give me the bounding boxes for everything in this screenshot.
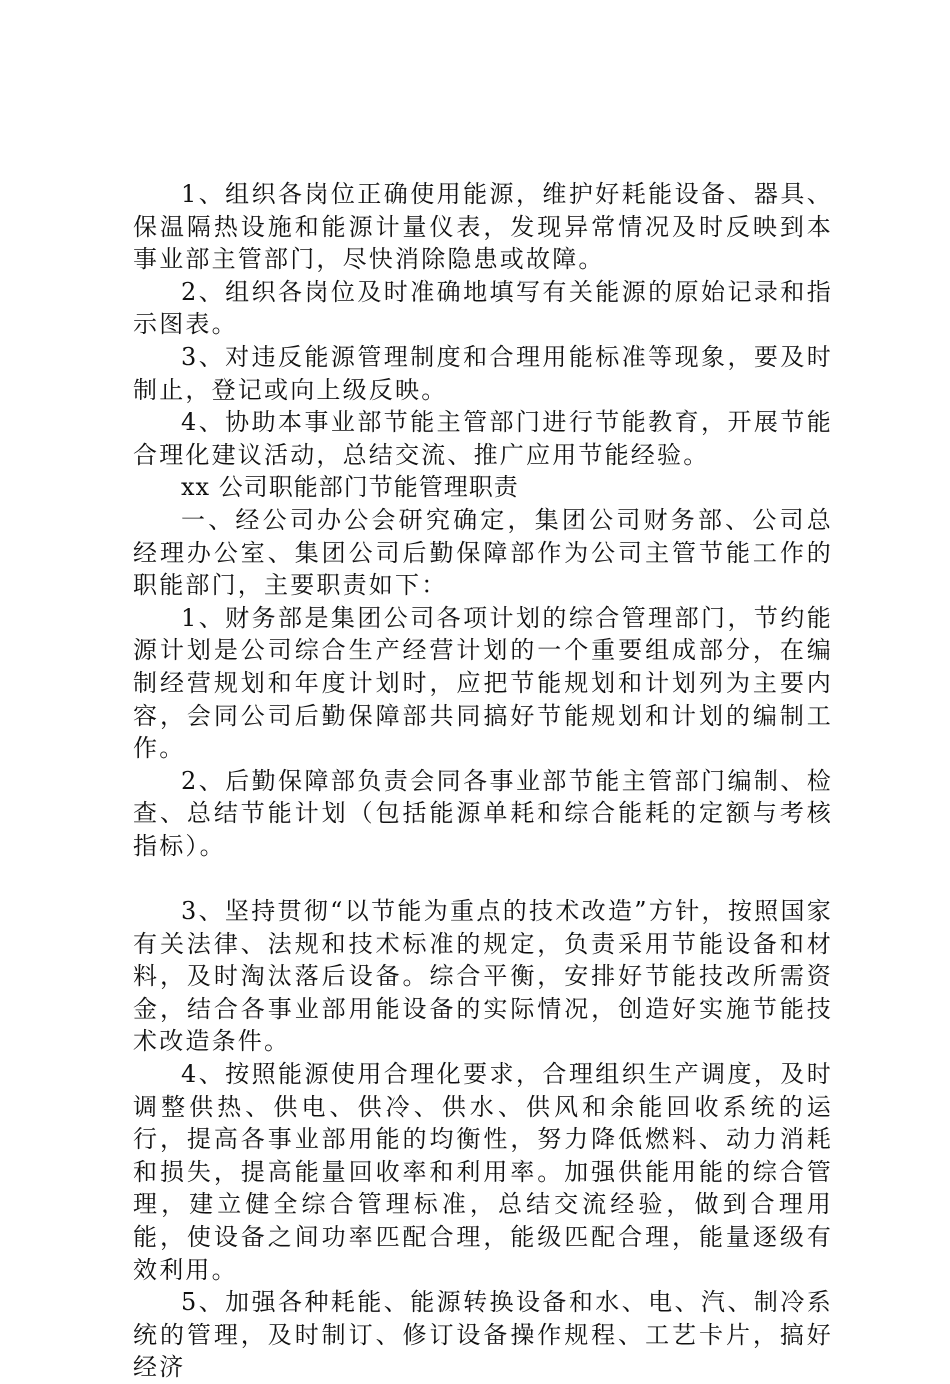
paragraph-6: 1、财务部是集团公司各项计划的综合管理部门，节约能源计划是公司综合生产经营计划的一个重要组成部分，在编制经营规划和年度计划时，应把节能规划和计划列为主要内容，会同公司后勤保障部共同搞好节能规划和计划的编制工作。: [133, 603, 833, 763]
paragraph-2: 2、组织各岗位及时准确地填写有关能源的原始记录和指示图表。: [133, 277, 833, 339]
paragraph-3: 3、对违反能源管理制度和合理用能标准等现象，要及时制止，登记或向上级反映。: [133, 342, 833, 404]
paragraph-10: 5、加强各种耗能、能源转换设备和水、电、汽、制冷系统的管理，及时制订、修订设备操作规程、工艺卡片，搞好经济: [133, 1288, 833, 1382]
section-title: xx 公司职能部门节能管理职责: [181, 473, 519, 502]
document-body: [133, 178, 833, 1384]
paragraph-1: 1、组织各岗位正确使用能源，维护好耗能设备、器具、保温隔热设施和能源计量仪表，发现异常情况及时反映到本事业部主管部门，尽快消除隐患或故障。: [133, 180, 833, 274]
paragraph-5: 一、经公司办公会研究确定，集团公司财务部、公司总经理办公室、集团公司后勤保障部作为公司主管节能工作的职能部门，主要职责如下：: [133, 505, 833, 600]
paragraph-7: 2、后勤保障部负责会同各事业部节能主管部门编制、检查、总结节能计划（包括能源单耗和综合能耗的定额与考核指标）。: [133, 766, 833, 860]
paragraph-4: 4、协助本事业部节能主管部门进行节能教育，开展节能合理化建议活动，总结交流、推广应用节能经验。: [133, 408, 833, 469]
paragraph-9: 4、按照能源使用合理化要求，合理组织生产调度，及时调整供热、供电、供冷、供水、供风和余能回收系统的运行，提高各事业部用能的均衡性，努力降低燃料、动力消耗和损失，提高能量回收率和利用率。加强供能用能的综合管理，建立健全综合管理标准，总结交流经验，做到合理用能，使设备之间功率匹配合理，能级匹配合理，能量逐级有效利用。: [133, 1060, 833, 1284]
paragraph-8: 3、坚持贯彻“以节能为重点的技术改造”方针，按照国家有关法律、法规和技术标准的规定，负责采用节能设备和材料，及时淘汰落后设备。综合平衡，安排好节能技改所需资金，结合各事业部用能设备的实际情况，创造好实施节能技术改造条件。: [133, 897, 833, 1056]
blank-line: [133, 862, 833, 895]
